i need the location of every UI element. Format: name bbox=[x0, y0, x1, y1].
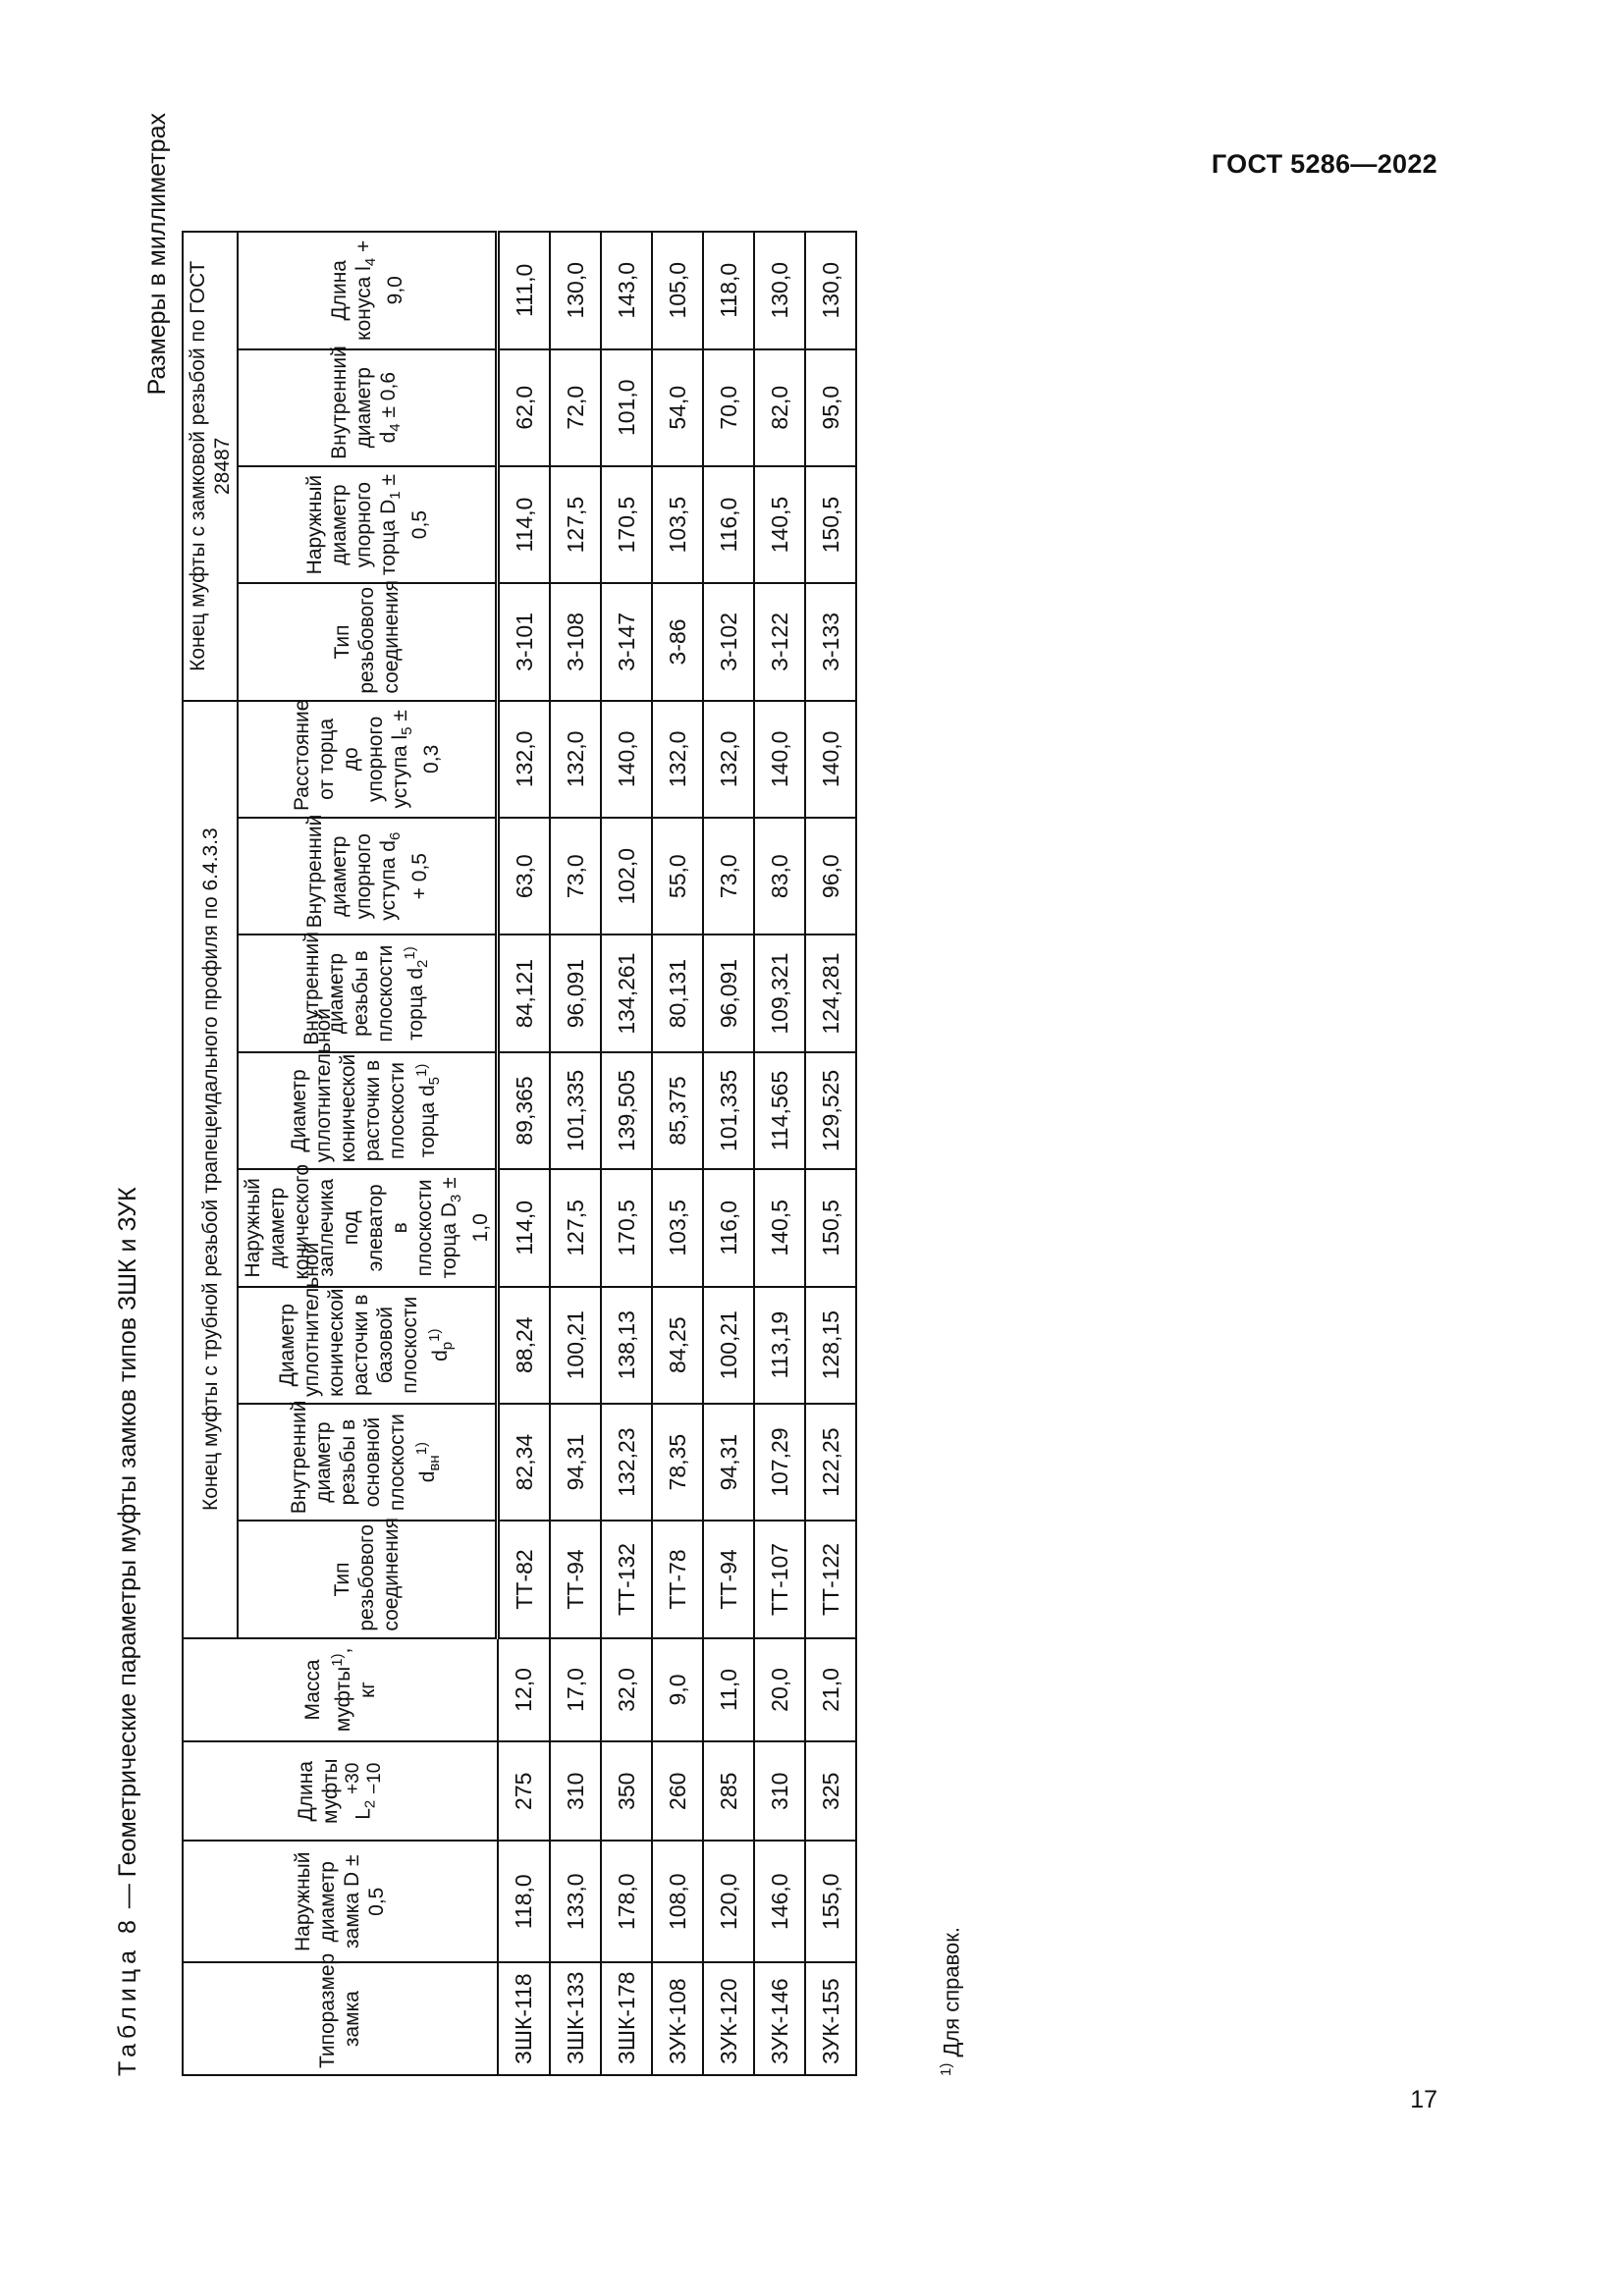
header-thread-type-text: Тип резьбового соединения bbox=[331, 1518, 404, 1631]
table-cell: ТТ-94 bbox=[550, 1521, 601, 1637]
table-caption bbox=[113, 113, 172, 2076]
table-cell: 132,0 bbox=[703, 701, 754, 818]
table-row bbox=[550, 232, 601, 2075]
header-lock-inner bbox=[238, 346, 498, 466]
table-row bbox=[601, 232, 652, 2075]
header-lock-inner-tol: ± 0,6 bbox=[376, 372, 400, 424]
table-cell: 101,335 bbox=[550, 1052, 601, 1169]
header-lock-inner-sub: 4 bbox=[386, 423, 404, 432]
table-cell: 78,35 bbox=[652, 1404, 703, 1521]
table-cell: 100,21 bbox=[703, 1287, 754, 1404]
table-cell: 150,5 bbox=[805, 466, 856, 583]
table-cell: 101,0 bbox=[601, 349, 652, 466]
table-cell-size: ЗШК-118 bbox=[498, 1962, 551, 2075]
rotated-table-area bbox=[113, 113, 1036, 2076]
table-cell: 143,0 bbox=[601, 232, 652, 349]
table-cell: 114,0 bbox=[498, 466, 551, 583]
header-cone-length-sub: 4 bbox=[361, 257, 379, 267]
table-cell-size: ЗУК-120 bbox=[703, 1962, 754, 2075]
table-cell: 96,091 bbox=[703, 934, 754, 1051]
table-cell: 118,0 bbox=[498, 1841, 551, 1962]
document-header: ГОСТ 5286—2022 bbox=[1211, 149, 1437, 179]
table-cell: 260 bbox=[652, 1741, 703, 1841]
table-cell: 54,0 bbox=[652, 349, 703, 466]
table-cell: ТТ-132 bbox=[601, 1521, 652, 1637]
table-cell: 105,0 bbox=[652, 232, 703, 349]
header-inner-thread-face-sub: 2 bbox=[413, 959, 431, 968]
header-size bbox=[183, 1952, 498, 2075]
table-cell: 133,0 bbox=[550, 1841, 601, 1962]
table-cell: 80,131 bbox=[652, 934, 703, 1051]
table-cell-size: ЗУК-108 bbox=[652, 1962, 703, 2075]
table-cell: 9,0 bbox=[652, 1638, 703, 1742]
table-cell: 310 bbox=[550, 1741, 601, 1841]
table-cell: 73,0 bbox=[703, 818, 754, 934]
length-tolerance bbox=[343, 1763, 386, 1794]
table-cell: 132,0 bbox=[652, 701, 703, 818]
header-group-lock bbox=[183, 232, 238, 701]
table-cell: 116,0 bbox=[703, 466, 754, 583]
table-cell: 111,0 bbox=[498, 232, 551, 349]
table-cell: 109,321 bbox=[754, 934, 805, 1051]
table-cell: 82,0 bbox=[754, 349, 805, 466]
table-cell: 84,25 bbox=[652, 1287, 703, 1404]
table-cell: 11,0 bbox=[703, 1638, 754, 1742]
table-cell: 132,0 bbox=[550, 701, 601, 818]
header-cone-length bbox=[238, 232, 498, 349]
table-cell: З-147 bbox=[601, 583, 652, 700]
header-shoulder-distance-tol: ± 0,3 bbox=[389, 710, 444, 774]
header-seal-face-sup: 1) bbox=[413, 1063, 430, 1077]
header-seal-base-text: Диаметр уплотнительной конической расточки в базовой плоскости d bbox=[275, 1242, 452, 1397]
header-lock-outer-sub: 1 bbox=[386, 491, 404, 500]
table-cell: 140,0 bbox=[754, 701, 805, 818]
table-cell: З-86 bbox=[652, 583, 703, 700]
header-inner-thread-text: Внутренний диаметр резьбы в основной плоскости d bbox=[288, 1400, 439, 1515]
table-cell: 114,0 bbox=[498, 1169, 551, 1286]
header-cone-length-tol: + 9,0 bbox=[352, 240, 406, 305]
header-shoulder-diameter-tol: + 0,5 bbox=[407, 853, 431, 900]
table-cell: 127,5 bbox=[550, 1169, 601, 1286]
header-outer-diameter bbox=[183, 1841, 498, 1962]
table-cell: 108,0 bbox=[652, 1841, 703, 1962]
header-lock-outer-text: Наружный диаметр упорного торца D bbox=[302, 474, 400, 576]
table-cell: 285 bbox=[703, 1741, 754, 1841]
header-lock-outer bbox=[238, 466, 498, 583]
table-cell: 155,0 bbox=[805, 1841, 856, 1962]
table-cell: 12,0 bbox=[498, 1638, 551, 1742]
page-number: 17 bbox=[1410, 2086, 1437, 2113]
header-elevator bbox=[238, 1163, 498, 1286]
table-cell: З-108 bbox=[550, 583, 601, 700]
header-size-text: Типоразмер замка bbox=[316, 1952, 364, 2068]
header-lock-outer-tol: ± 0,5 bbox=[376, 474, 431, 540]
table-row bbox=[703, 232, 754, 2075]
header-shoulder-distance-text: Расстояние от торца до упорного уступа l bbox=[291, 699, 411, 812]
length-tol-minus: −10 bbox=[364, 1762, 386, 1794]
table-cell: 150,5 bbox=[805, 1169, 856, 1286]
table-cell: 146,0 bbox=[754, 1841, 805, 1962]
header-seal-face bbox=[238, 1008, 498, 1169]
units-note: Размеры в миллиметрах bbox=[143, 113, 171, 396]
table-cell: З-102 bbox=[703, 583, 754, 700]
table-cell-size: ЗУК-155 bbox=[805, 1962, 856, 2075]
table-cell: 128,15 bbox=[805, 1287, 856, 1404]
table-cell: 120,0 bbox=[703, 1841, 754, 1962]
table-cell-size: ЗШК-178 bbox=[601, 1962, 652, 2075]
table-cell: 130,0 bbox=[550, 232, 601, 349]
table-row bbox=[498, 232, 551, 2075]
header-mass-sup: 1) bbox=[328, 1653, 346, 1667]
table-cell: 85,375 bbox=[652, 1052, 703, 1169]
header-mass bbox=[183, 1638, 498, 1742]
table-cell: 94,31 bbox=[550, 1404, 601, 1521]
table-cell: З-133 bbox=[805, 583, 856, 700]
table-cell: 130,0 bbox=[805, 232, 856, 349]
table-caption-title: — Геометрические параметры муфты замков типов ЗШК и ЗУК bbox=[114, 1187, 141, 1916]
table-cell: 21,0 bbox=[805, 1638, 856, 1742]
header-mass-unit: , кг bbox=[331, 1647, 379, 1698]
header-seal-base bbox=[238, 1242, 498, 1404]
table-cell: 70,0 bbox=[703, 349, 754, 466]
table-row bbox=[652, 232, 703, 2075]
table-cell: 82,34 bbox=[498, 1404, 551, 1521]
header-group-lock-text: Конец муфты с замковой резьбой по ГОСТ 28487 bbox=[187, 260, 234, 671]
table-cell: З-122 bbox=[754, 583, 805, 700]
table-row bbox=[754, 232, 805, 2075]
table-cell: 325 bbox=[805, 1741, 856, 1841]
header-length-text: Длина муфты L bbox=[295, 1758, 375, 1824]
table-cell: 89,365 bbox=[498, 1052, 551, 1169]
header-elevator-tol: ± 1,0 bbox=[438, 1177, 493, 1243]
table-cell: ТТ-94 bbox=[703, 1521, 754, 1637]
table-cell: ТТ-78 bbox=[652, 1521, 703, 1637]
header-shoulder-distance bbox=[238, 701, 498, 818]
header-length bbox=[183, 1741, 498, 1841]
header-group-trapezoid bbox=[183, 701, 238, 1638]
table-cell: 140,0 bbox=[601, 701, 652, 818]
header-inner-thread-sub: вн bbox=[426, 1455, 444, 1471]
table-cell: 124,281 bbox=[805, 934, 856, 1051]
table-cell: ТТ-107 bbox=[754, 1521, 805, 1637]
table-cell: 62,0 bbox=[498, 349, 551, 466]
table-cell: 88,24 bbox=[498, 1287, 551, 1404]
parameters-table bbox=[182, 231, 857, 2076]
table-cell: 96,0 bbox=[805, 818, 856, 934]
header-lock-inner-text: Внутренний диаметр d bbox=[327, 346, 400, 459]
table-cell: 17,0 bbox=[550, 1638, 601, 1742]
table-row bbox=[805, 232, 856, 2075]
header-seal-base-sub: р bbox=[438, 1341, 456, 1351]
header-seal-face-text: Диаметр уплотнительной конической расточки в плоскости торца d bbox=[288, 1008, 439, 1163]
table-caption-label: Таблица 8 bbox=[114, 1915, 141, 2076]
table-cell: 96,091 bbox=[550, 934, 601, 1051]
table-cell: 55,0 bbox=[652, 818, 703, 934]
header-lock-thread-type bbox=[238, 580, 498, 700]
table-cell: 140,5 bbox=[754, 466, 805, 583]
table-cell: 170,5 bbox=[601, 1169, 652, 1286]
header-inner-thread-face-text: Внутренний диаметр резьбы в плоскости торца d bbox=[299, 932, 427, 1045]
table-cell: 129,525 bbox=[805, 1052, 856, 1169]
table-cell: ТТ-122 bbox=[805, 1521, 856, 1637]
header-seal-base-sup: 1) bbox=[425, 1328, 443, 1342]
header-mass-text: Масса муфты bbox=[300, 1659, 354, 1733]
header-seal-face-sub: 5 bbox=[426, 1076, 444, 1086]
table-cell: 73,0 bbox=[550, 818, 601, 934]
table-cell: 83,0 bbox=[754, 818, 805, 934]
table-cell: 122,25 bbox=[805, 1404, 856, 1521]
table-cell: 140,5 bbox=[754, 1169, 805, 1286]
table-cell: 116,0 bbox=[703, 1169, 754, 1286]
table-cell: 20,0 bbox=[754, 1638, 805, 1742]
table-cell: 140,0 bbox=[805, 701, 856, 818]
table-cell: 138,13 bbox=[601, 1287, 652, 1404]
header-thread-type bbox=[238, 1518, 498, 1637]
table-cell: 103,5 bbox=[652, 466, 703, 583]
table-cell: 118,0 bbox=[703, 232, 754, 349]
table-cell: 275 bbox=[498, 1741, 551, 1841]
table-cell: 178,0 bbox=[601, 1841, 652, 1962]
header-outer-diameter-text: Наружный диаметр замка D ± 0,5 bbox=[292, 1851, 389, 1951]
table-cell: З-101 bbox=[498, 583, 551, 700]
header-group-trapezoid-text: Конец муфты с трубной резьбой трапецеидального профиля по 6.4.3.3 bbox=[198, 828, 222, 1512]
table-cell: 139,505 bbox=[601, 1052, 652, 1169]
footnote-mark: 1) bbox=[938, 2062, 954, 2076]
header-length-sub: 2 bbox=[362, 1799, 380, 1809]
table-cell: 101,335 bbox=[703, 1052, 754, 1169]
header-inner-thread bbox=[238, 1400, 498, 1521]
table-cell: 310 bbox=[754, 1741, 805, 1841]
table-cell: 94,31 bbox=[703, 1404, 754, 1521]
table-cell: 72,0 bbox=[550, 349, 601, 466]
header-shoulder-distance-sub: 5 bbox=[399, 726, 416, 735]
header-lock-thread-type-text: Тип резьбового соединения bbox=[331, 580, 404, 694]
table-cell: 95,0 bbox=[805, 349, 856, 466]
table-cell: 132,0 bbox=[498, 701, 551, 818]
table-cell: 127,5 bbox=[550, 466, 601, 583]
header-inner-thread-face-sup: 1) bbox=[401, 946, 418, 960]
table-cell: 102,0 bbox=[601, 818, 652, 934]
header-cone-length-text: Длина конуса l bbox=[327, 260, 375, 341]
header-inner-thread-sup: 1) bbox=[413, 1441, 430, 1456]
table-cell: 114,565 bbox=[754, 1052, 805, 1169]
table-cell: 107,29 bbox=[754, 1404, 805, 1521]
header-elevator-text: Наружный диаметр конического заплечика под элеватор в плоскости торца D bbox=[242, 1163, 460, 1280]
length-tol-plus: +30 bbox=[343, 1762, 364, 1794]
table-cell: 32,0 bbox=[601, 1638, 652, 1742]
header-inner-thread-face bbox=[238, 934, 498, 1051]
table-cell: 132,23 bbox=[601, 1404, 652, 1521]
footnote bbox=[938, 1927, 964, 2076]
table-cell: 84,121 bbox=[498, 934, 551, 1051]
header-shoulder-diameter bbox=[238, 814, 498, 934]
table-cell-size: ЗУК-146 bbox=[754, 1962, 805, 2075]
table-cell: 134,261 bbox=[601, 934, 652, 1051]
table-cell: ТТ-82 bbox=[498, 1521, 551, 1637]
header-shoulder-diameter-text: Внутренний диаметр упорного уступа d bbox=[302, 814, 400, 929]
table-cell-size: ЗШК-133 bbox=[550, 1962, 601, 2075]
table-cell: 130,0 bbox=[754, 232, 805, 349]
header-elevator-sub: 3 bbox=[448, 1194, 465, 1202]
table-cell: 113,19 bbox=[754, 1287, 805, 1404]
footnote-text: Для справок. bbox=[939, 1926, 964, 2063]
table-header-row-1 bbox=[183, 232, 238, 2075]
table-cell: 350 bbox=[601, 1741, 652, 1841]
table-cell: 63,0 bbox=[498, 818, 551, 934]
table-cell: 103,5 bbox=[652, 1169, 703, 1286]
table-cell: 100,21 bbox=[550, 1287, 601, 1404]
table-cell: 170,5 bbox=[601, 466, 652, 583]
header-shoulder-diameter-sub: 6 bbox=[386, 831, 404, 841]
